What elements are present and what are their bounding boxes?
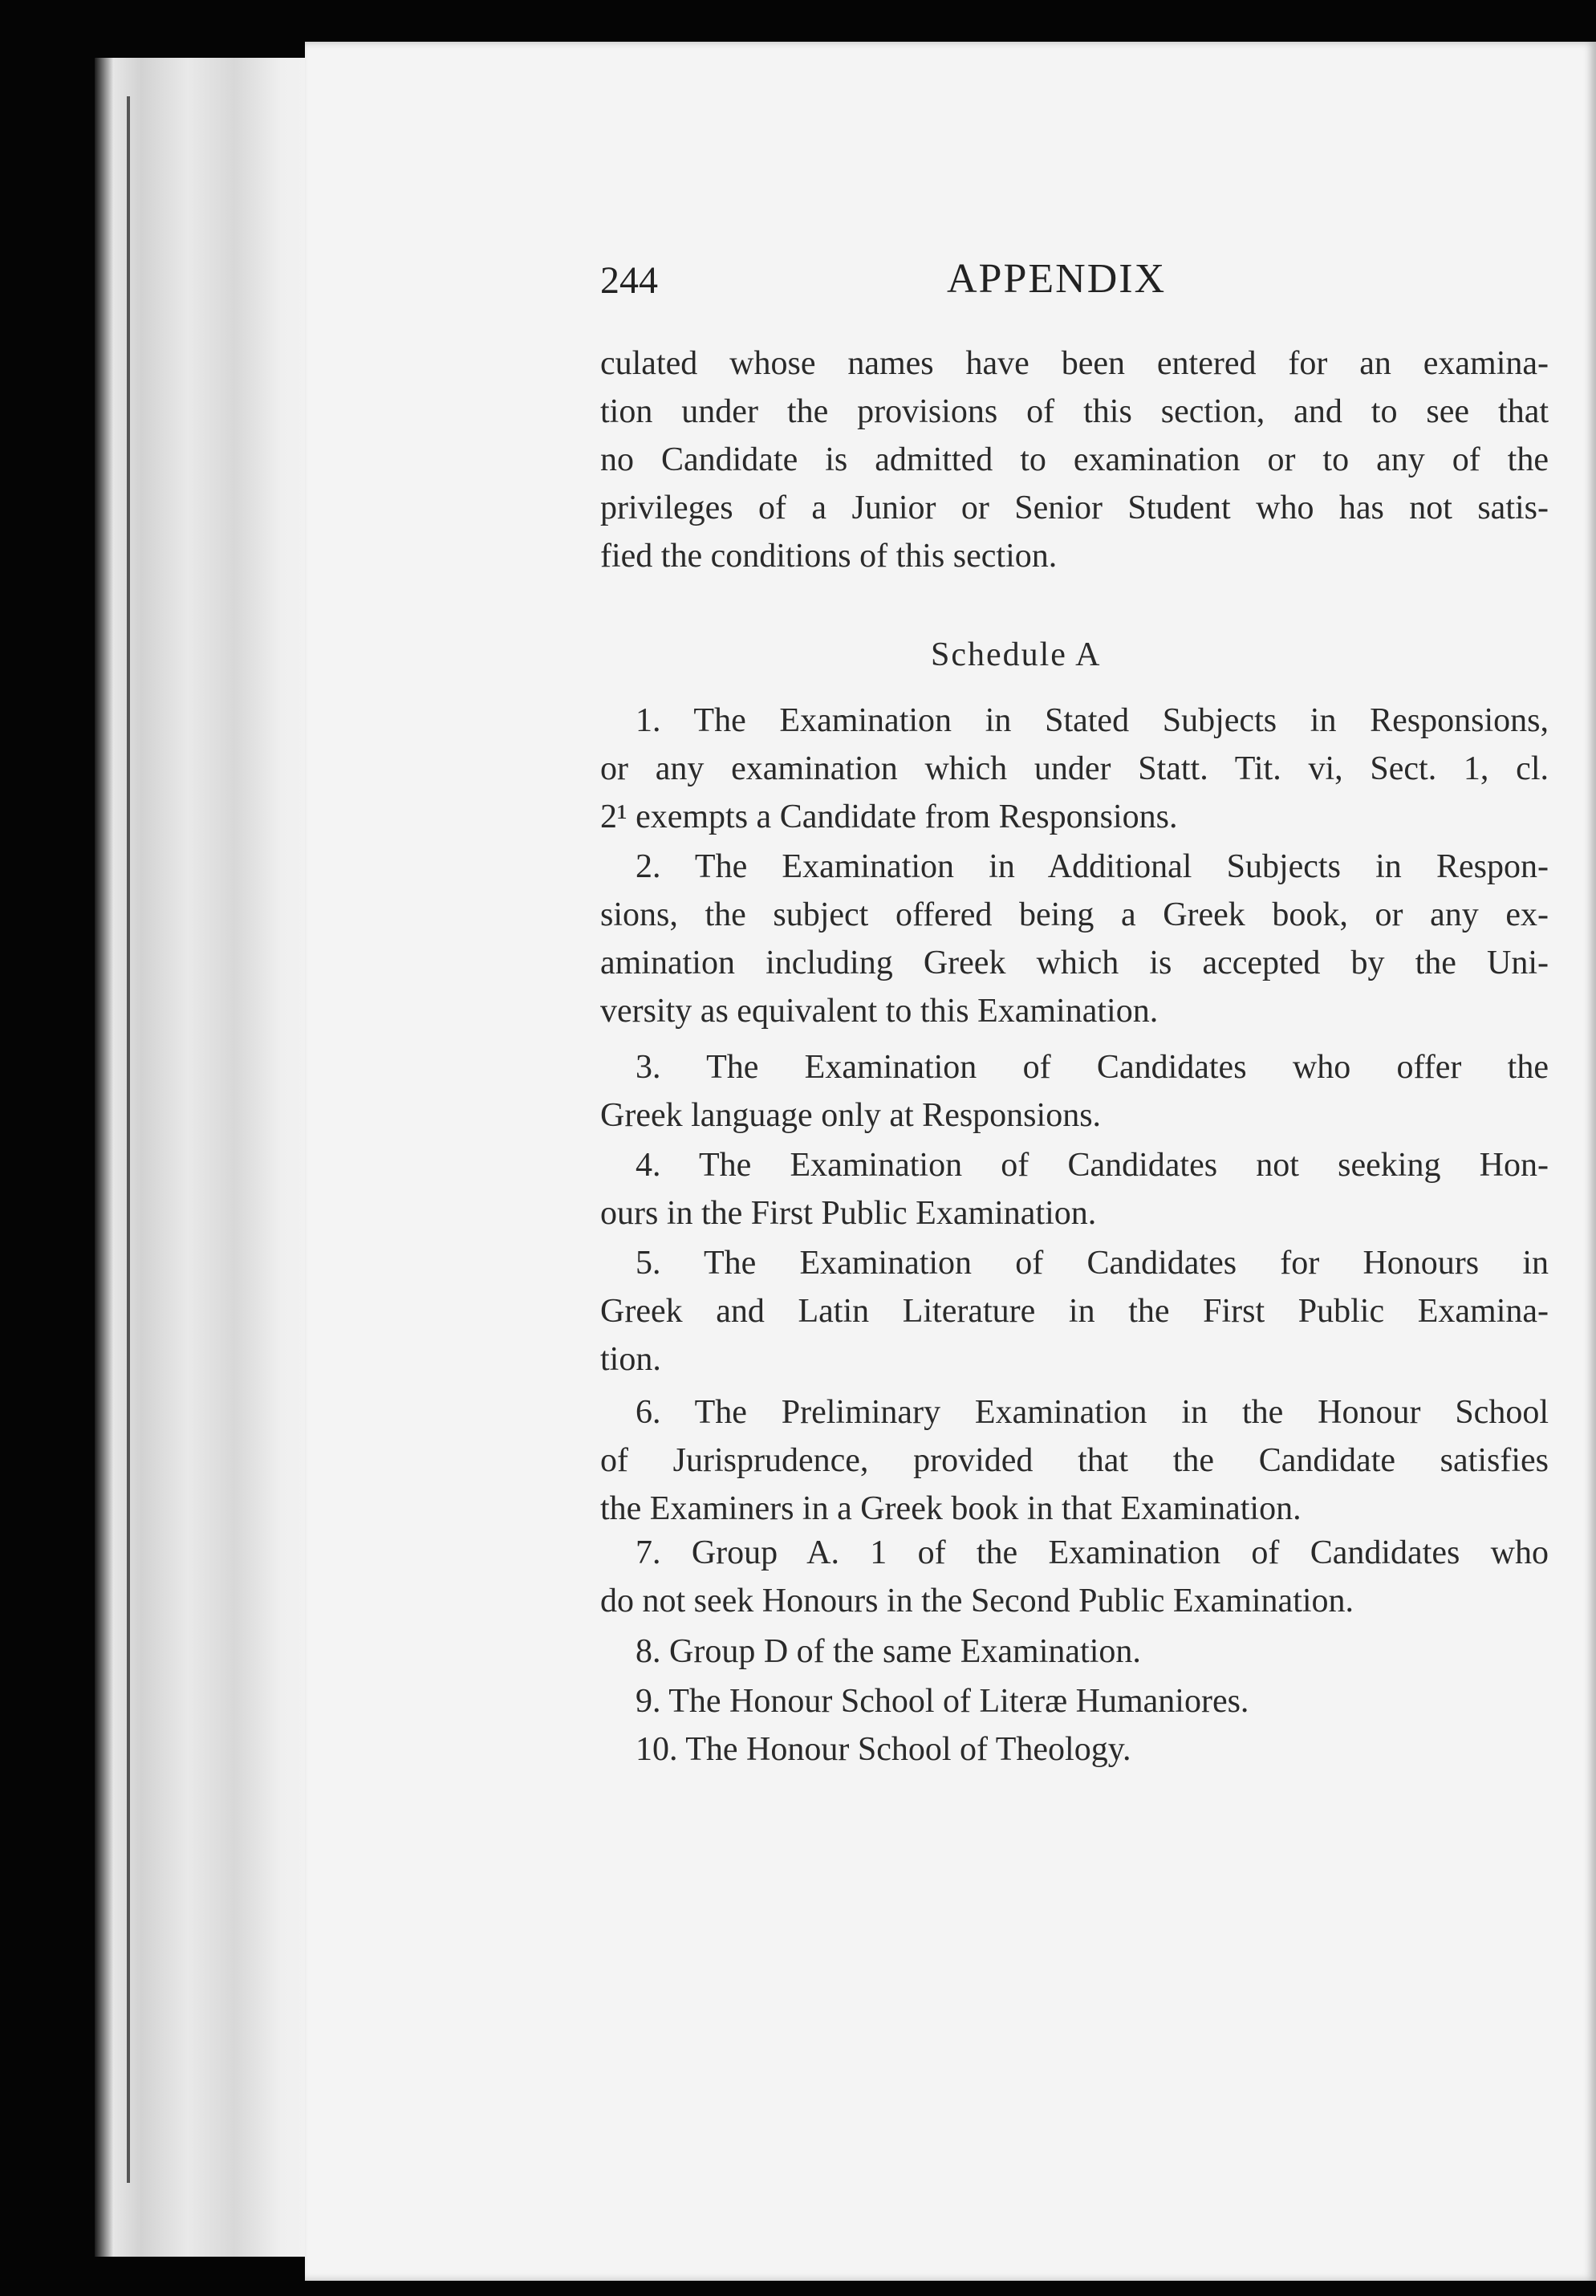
item-line: 10. The Honour School of Theology. — [636, 1731, 1131, 1768]
item-line: 7. Group A. 1 of the Examination of Candidates who — [636, 1534, 1549, 1571]
item-line: versity as equivalent to this Examination. — [600, 993, 1159, 1030]
schedule-item-10 — [600, 1725, 1549, 1774]
item-line: ours in the First Public Examination. — [600, 1195, 1097, 1232]
item-line: 2. The Examination in Additional Subjects in Respon- — [636, 848, 1549, 885]
item-line: 6. The Preliminary Examination in the Honour School — [636, 1394, 1549, 1431]
item-line: 2¹ exempts a Candidate from Responsions. — [600, 799, 1178, 835]
item-line: Greek language only at Responsions. — [600, 1097, 1102, 1134]
intro-line: culated whose names have been entered for an examina- — [600, 345, 1549, 382]
schedule-item-3 — [600, 1043, 1549, 1140]
page-number: 244 — [600, 259, 658, 302]
item-line: Greek and Latin Literature in the First Public Examina- — [600, 1293, 1549, 1330]
schedule-item-6 — [600, 1388, 1549, 1533]
item-line: 9. The Honour School of Literæ Humaniores. — [636, 1683, 1249, 1720]
item-line: amination including Greek which is accepted by the Uni- — [600, 945, 1549, 981]
page-header — [600, 255, 1549, 313]
schedule-item-9 — [600, 1677, 1549, 1725]
item-line: tion. — [600, 1341, 661, 1378]
running-head: APPENDIX — [947, 256, 1167, 302]
schedule-item-5 — [600, 1239, 1549, 1384]
schedule-item-2 — [600, 843, 1549, 1035]
item-line: 3. The Examination of Candidates who offer the — [636, 1049, 1549, 1086]
item-line: 4. The Examination of Candidates not seeking Hon- — [636, 1147, 1549, 1184]
intro-line: fied the conditions of this section. — [600, 538, 1058, 575]
schedule-heading: Schedule A — [931, 636, 1102, 673]
item-line: sions, the subject offered being a Greek book, or any ex- — [600, 896, 1549, 933]
spine-mark — [127, 96, 130, 2183]
item-line: the Examiners in a Greek book in that Examination. — [600, 1490, 1302, 1527]
schedule-item-7 — [600, 1529, 1549, 1625]
schedule-item-4 — [600, 1141, 1549, 1237]
item-line: 5. The Examination of Candidates for Honours in — [636, 1245, 1549, 1282]
schedule-item-8 — [600, 1628, 1549, 1676]
item-line: 8. Group D of the same Examination. — [636, 1633, 1141, 1670]
intro-line: no Candidate is admitted to examination or to any of the — [600, 441, 1549, 478]
item-line: or any examination which under Statt. Tit. vi, Sect. 1, cl. — [600, 750, 1549, 787]
item-line: 1. The Examination in Stated Subjects in Responsions, — [636, 702, 1549, 739]
intro-line: privileges of a Junior or Senior Student who has not satis- — [600, 490, 1549, 526]
intro-line: tion under the provisions of this section, and to see that — [600, 393, 1549, 430]
item-line: do not seek Honours in the Second Public Examination. — [600, 1583, 1354, 1619]
intro-paragraph — [600, 339, 1549, 580]
schedule-item-1 — [600, 697, 1549, 841]
item-line: of Jurisprudence, provided that the Candidate satisfies — [600, 1442, 1549, 1479]
